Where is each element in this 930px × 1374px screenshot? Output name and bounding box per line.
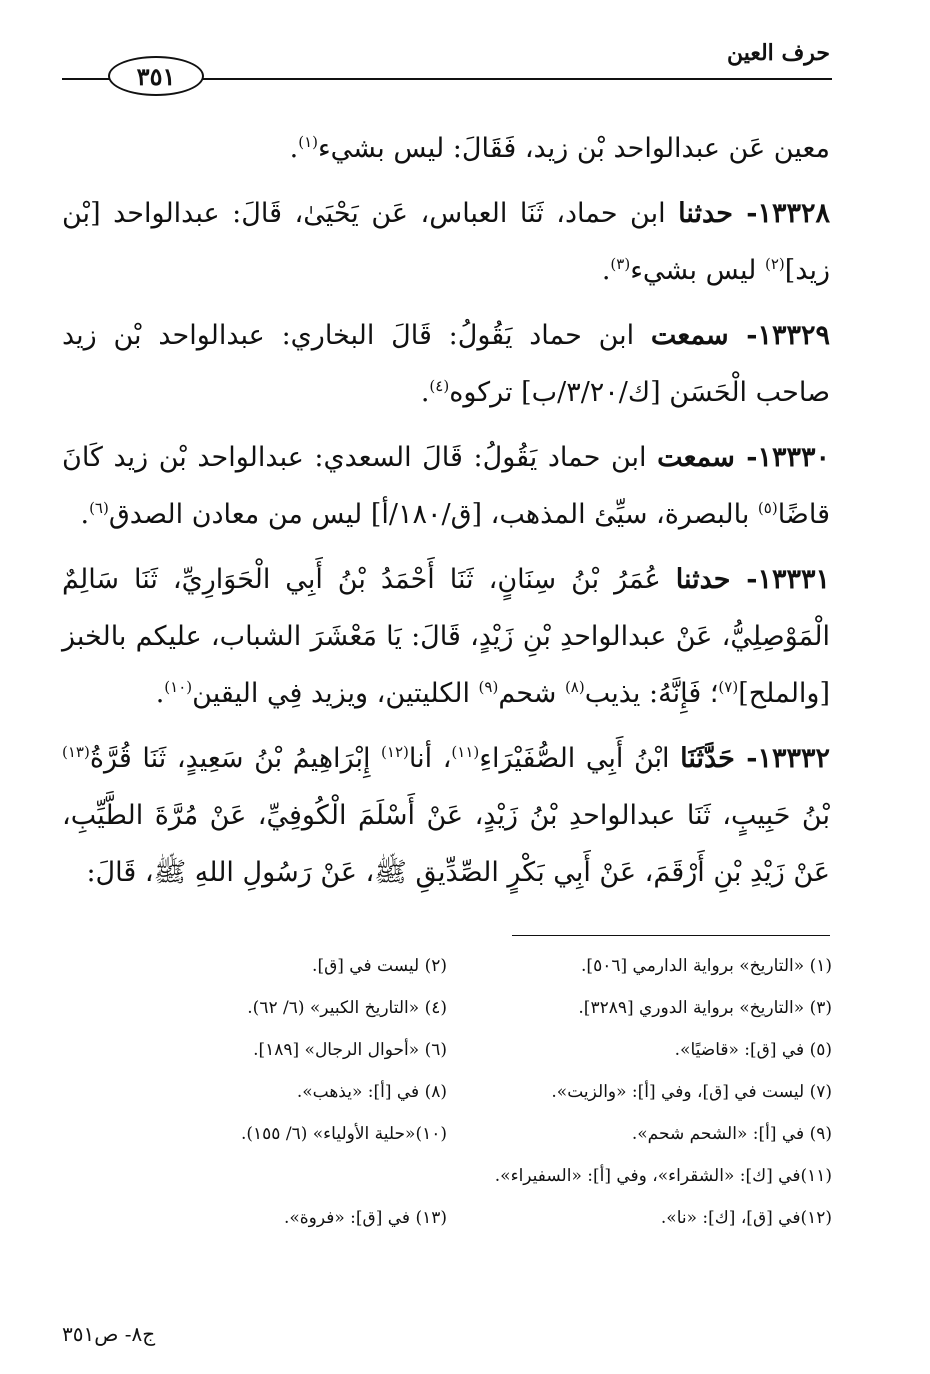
footnote: (١٠)«حلية الأولياء» (٦/ ١٥٥). <box>240 1124 447 1144</box>
footnote-ref[interactable]: (٢) <box>764 255 785 273</box>
transmission-keyword: حدثنا <box>678 198 733 229</box>
footnote: (٦) «أحوال الرجال» [١٨٩]. <box>253 1040 447 1060</box>
footnote-ref[interactable]: (١٠) <box>164 678 193 696</box>
paragraph-text: ابْنُ أَبِي الصُّفَيْرَاءِ <box>479 743 681 774</box>
footnote: (٤) «التاريخ الكبير» (٦/ ٦٢). <box>247 998 447 1018</box>
footnote-ref[interactable]: (٩) <box>478 678 499 696</box>
footnote-ref[interactable]: (٥) <box>757 499 778 517</box>
footnote-row <box>62 1155 832 1197</box>
hadith-number: ١٣٣٣٢- <box>734 743 830 774</box>
paragraph-text: بْنُ حَبِيبٍ، ثَنَا عبدالواحدِ بْنُ زَيْدٍ، عَنْ أَسْلَمَ الْكُوفِيِّ، عَنْ مُرَّةَ الطَّيِّبِ، عَنْ زَيْدِ بْنِ أَرْقَمَ، عَنْ أَبِي بَكْرٍ الصِّدِّيقِ ﷺ، عَنْ رَسُولِ اللهِ ﷺ، قَالَ: <box>62 800 830 888</box>
footnote: (٨) في [أ]: «يذهب». <box>296 1082 447 1102</box>
hadith-number: ١٣٣٣١- <box>730 564 831 595</box>
footnote-ref[interactable]: (٦) <box>89 499 109 517</box>
paragraph-text: بالبصرة، سيِّئ المذهب، [ق/١٨٠/أ] ليس من معادن الصدق <box>108 499 758 530</box>
footnote: (١٣) في [ق]: «فروة». <box>283 1208 447 1228</box>
footnote: (١) «التاريخ» برواية الدارمي [٥٠٦]. <box>581 956 832 976</box>
footnote-ref[interactable]: (١٢) <box>381 743 409 761</box>
chapter-title: حرف العين <box>726 40 830 66</box>
hadith-number: ١٣٣٣٠- <box>734 442 830 473</box>
footnote-ref[interactable]: (٣) <box>610 255 631 273</box>
paragraph-text: ، أنا <box>408 743 452 774</box>
footnote-row <box>62 1197 832 1239</box>
transmission-keyword: سمعت <box>657 442 735 473</box>
paragraph-end: . <box>601 255 611 286</box>
transmission-keyword: حدثنا <box>675 564 731 595</box>
paragraph-end: . <box>155 678 165 709</box>
paragraph-13332 <box>62 730 830 901</box>
paragraph-text: ليس بشيء <box>630 255 765 286</box>
paragraph-text: شحم <box>498 678 565 709</box>
paragraph-text: ابن حماد يَقُولُ: قَالَ البخاري: عبدالواحد بْن زيد صاحب الْحَسَن [ك/٣/٢٠/ب] تركوه <box>62 320 830 408</box>
hadith-number: ١٣٣٢٩- <box>728 320 830 351</box>
paragraph-end: . <box>289 133 299 164</box>
footnote: (٧) ليست في [ق]، وفي [أ]: «والزيت». <box>551 1082 832 1102</box>
paragraph-13331 <box>62 551 830 722</box>
paragraph-text: إِبْرَاهِيمُ بْنُ سَعِيدٍ، ثَنَا قُرَّةُ <box>89 743 382 774</box>
transmission-keyword: حَدَّثَنَا <box>680 743 735 774</box>
footnote-ref[interactable]: (٧) <box>718 678 739 696</box>
paragraph-1 <box>62 120 830 177</box>
footnote-row <box>62 1113 832 1155</box>
paragraph-text: ؛ فَإِنَّهُ: يذيب <box>584 678 719 709</box>
hadith-number: ١٣٣٢٨- <box>732 198 830 229</box>
paragraph-text: الكليتين، ويزيد فِي اليقين <box>192 678 479 709</box>
paragraph-text: ابن حماد يَقُولُ: قَالَ السعدي: عبدالواحد بْن زيد كَانَ قاضًا <box>62 442 830 530</box>
footnote-row <box>62 1029 832 1071</box>
footnote: (١١)في [ك]: «الشقراء»، وفي [أ]: «السفيراء». <box>494 1166 832 1186</box>
footnote: (١٢)في [ق]، [ك]: «نا». <box>660 1208 832 1228</box>
footnote-ref[interactable]: (١٣) <box>62 743 90 761</box>
volume-page-folio: ج٨- ص٣٥١ <box>62 1322 156 1346</box>
footnote: (٩) في [أ]: «الشحم شحم». <box>631 1124 832 1144</box>
footnote-row <box>62 945 832 987</box>
footnote: (٣) «التاريخ» برواية الدوري [٣٢٨٩]. <box>578 998 832 1018</box>
paragraph-13328 <box>62 185 830 299</box>
transmission-keyword: سمعت <box>650 320 729 351</box>
footnote-ref[interactable]: (١) <box>298 133 318 151</box>
main-text <box>62 120 830 909</box>
page-number: ٣٥١ <box>136 61 176 91</box>
footnote: (٥) في [ق]: «قاضيًا». <box>674 1040 832 1060</box>
paragraph-13329 <box>62 307 830 421</box>
footnote-ref[interactable]: (١١) <box>451 743 480 761</box>
paragraph-13330 <box>62 429 830 543</box>
paragraph-end: . <box>80 499 90 530</box>
footnote-row <box>62 1071 832 1113</box>
paragraph-end: . <box>420 377 430 408</box>
footnote: (٢) ليست في [ق]. <box>312 956 447 976</box>
footnote-ref[interactable]: (٨) <box>564 678 585 696</box>
page-number-oval <box>108 56 204 96</box>
paragraph-text: ابن حماد، ثَنَا العباس، عَن يَحْيَىٰ، قَالَ: عبدالواحد [بْن زيد] <box>62 198 830 286</box>
paragraph-text: معين عَن عبدالواحد بْن زيد، فَقَالَ: ليس بشيء <box>317 133 830 164</box>
footnote-separator <box>512 935 830 936</box>
footnotes <box>62 945 832 1239</box>
footnote-row <box>62 987 832 1029</box>
paragraph-text: عُمَرُ بْنُ سِنَانٍ، ثَنَا أَحْمَدُ بْنُ أَبِي الْحَوَارِيِّ، ثَنَا سَالِمٌ الْمَوْصِلِيُّ، عَنْ عبدالواحدِ بْنِ زَيْدٍ، قَالَ: يَا مَعْشَرَ الشباب، عليكم بالخبز [والملح] <box>62 564 830 709</box>
footnote-ref[interactable]: (٤) <box>429 377 450 395</box>
